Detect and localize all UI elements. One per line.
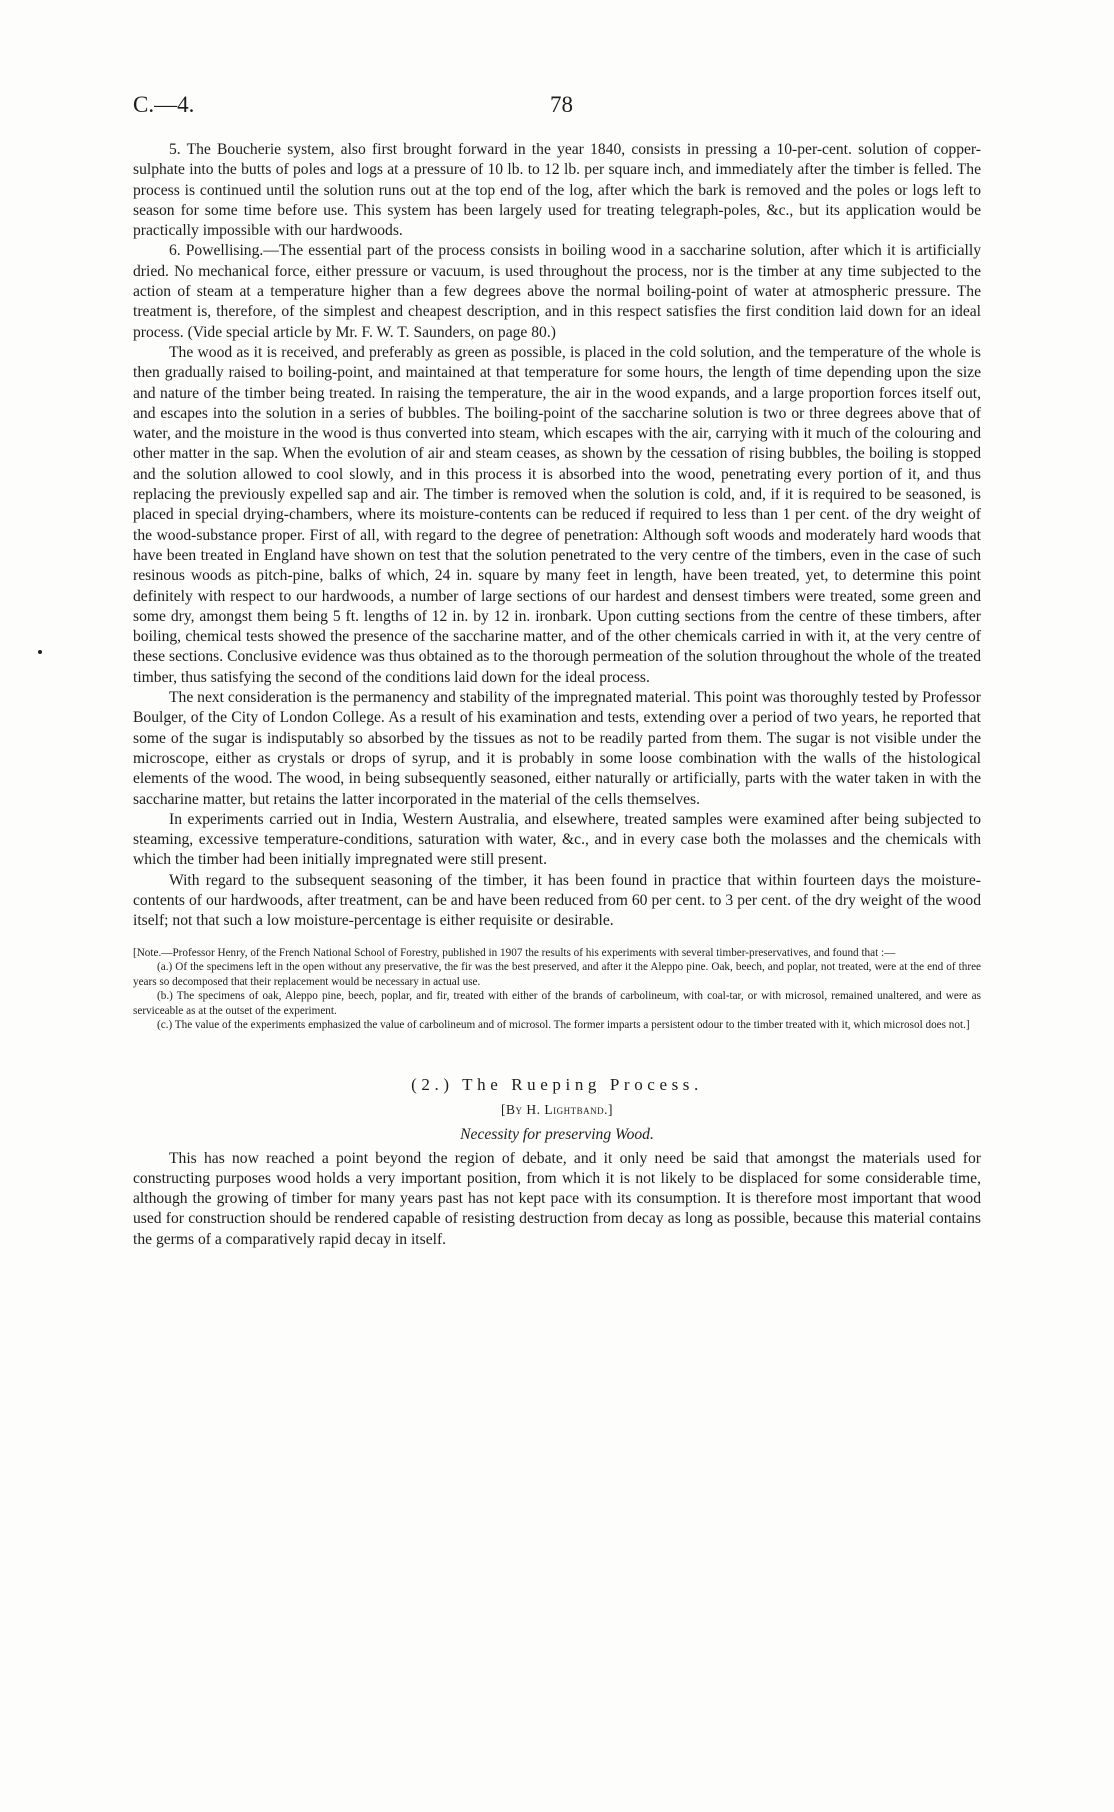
page-number: 78 bbox=[550, 92, 573, 117]
note-item-c: (c.) The value of the experiments emphasized the value of carbolineum and of microsol. The former imparts a persistent odour to the timber treated with it, which microsol does not.] bbox=[157, 1019, 970, 1032]
section-title: (2.) The Rueping Process. bbox=[411, 1074, 703, 1094]
paragraph-powellising: 6. Powellising.—The essential part of the process consists in boiling wood in a saccharine solution, after which it is artificially dried. No mechanical force, either pressure or vacuum, is used throughout the process, nor is the timber at any time subjected to the action of steam at a temperature higher than a few degrees above the normal boiling-point of water at atmospheric pressure. The treatment is, therefore, of the simplest and cheapest description, and in this respect satisfies the first condition laid down for an ideal process. (Vide special article by Mr. F. W. T. Saunders, on page 80.) bbox=[133, 242, 981, 341]
page-reference: C.—4. bbox=[133, 92, 195, 117]
rueping-section bbox=[133, 1073, 981, 1147]
note-item-b: (b.) The specimens of oak, Aleppo pine, beech, poplar, and fir, treated with either of the brands of carbolineum, with coal-tar, or with microsol, remained unaltered, and were as serviceable as at the outset of the experiment. bbox=[133, 990, 981, 1017]
paragraph-seasoning: With regard to the subsequent seasoning of the timber, it has been found in practice that within fourteen days the moisture-contents of our hardwoods, after treatment, can be and have been reduced from 60 per cent. to 3 per cent. of the dry weight of the wood itself; not that such a low moisture-percentage is either requisite or desirable. bbox=[133, 871, 981, 930]
paragraph-experiments: In experiments carried out in India, Western Australia, and elsewhere, treated samples were examined after being subjected to steaming, excessive temperature-conditions, saturation with water, &c., and in every case both the molasses and the chemicals with which the timber had been initially impregnated were still present. bbox=[133, 810, 981, 869]
paragraph-necessity: This has now reached a point beyond the region of debate, and it only need be said that amongst the materials used for constructing purposes wood holds a very important position, from which it is not likely to be displaced for some considerable time, although the growing of timber for many years past has not kept pace with its consumption. It is therefore most important that wood used for construction should be rendered capable of resisting destruction from decay as long as possible, because this material contains the germs of a comparatively rapid decay in itself. bbox=[133, 1149, 981, 1248]
note-block bbox=[133, 946, 981, 1033]
paragraph-boucherie: 5. The Boucherie system, also first brought forward in the year 1840, consists in pressing a 10-per-cent. solution of copper-sulphate into the butts of poles and logs at a pressure of 10 lb. to 12 lb. per square inch, and immediately after the timber is felled. The process is continued until the solution runs out at the top end of the log, after which the bark is removed and the poles or logs left to season for some time before use. This system has been largely used for treating telegraph-poles, &c., but its application would be practically impossible with our hardwoods. bbox=[133, 141, 981, 240]
note-intro: [Note.—Professor Henry, of the French National School of Forestry, published in 1907 the results of his experiments with several timber-preservatives, and found that :— bbox=[133, 946, 896, 959]
document-body bbox=[133, 140, 981, 1250]
scan-speck bbox=[38, 650, 42, 654]
page-header bbox=[133, 92, 981, 122]
section-byline: [By H. Lightband.] bbox=[501, 1101, 613, 1117]
section-subheading: Necessity for preserving Wood. bbox=[460, 1125, 654, 1143]
paragraph-permanency: The next consideration is the permanency and stability of the impregnated material. This point was thoroughly tested by Professor Boulger, of the City of London College. As a result of his examination and tests, extending over a period of two years, he reported that some of the sugar is indisputably so absorbed by the tissues as not to be readily parted from them. The sugar is not visible under the microscope, either as crystals or drops of syrup, and it is probably in some loose combination with the walls of the histological elements of the wood. The wood, in being subsequently seasoned, either naturally or artificially, parts with the water taken in with the saccharine matter, but retains the latter incorporated in the material of the cells themselves. bbox=[133, 689, 981, 808]
note-item-a: (a.) Of the specimens left in the open without any preservative, the fir was the best preserved, and after it the Aleppo pine. Oak, beech, and poplar, not treated, were at the end of three years so decomposed that their replacement would be necessary in actual use. bbox=[133, 961, 981, 988]
rueping-body bbox=[133, 1149, 981, 1250]
paragraph-wood-treatment: The wood as it is received, and preferably as green as possible, is placed in the cold solution, and the temperature of the whole is then gradually raised to boiling-point, and maintained at that temperature for some hours, the length of time depending upon the size and nature of the timber being treated. In raising the temperature, the air in the wood expands, and a large proportion forces itself out, and escapes into the solution in a series of bubbles. The boiling-point of the saccharine solution is two or three degrees above that of water, and the moisture in the wood is thus converted into steam, which escapes with the air, carrying with it much of the colouring and other matter in the sap. When the evolution of air and steam ceases, as shown by the cessation of rising bubbles, the boiling is stopped and the solution allowed to cool slowly, and in this process it is absorbed into the wood, penetrating every portion of it, and thus replacing the previously expelled sap and air. The timber is removed when the solution is cold, and, if it is required to be seasoned, is placed in special drying-chambers, where its moisture-contents can be reduced if required to less than 1 per cent. of the dry weight of the wood-substance proper. First of all, with regard to the degree of penetration: Although soft woods and moderately hard woods that have been treated in England have shown on test that the solution penetrated to the very centre of the timbers, even in the case of such resinous woods as pitch-pine, balks of which, 24 in. square by many feet in length, have been treated, yet, to determine this point definitely with respect to our hardwoods, a number of large sections of our hardest and densest timbers were treated, some green and some dry, amongst them being 5 ft. lengths of 12 in. by 12 in. ironbark. Upon cutting sections from the centre of these timbers, after boiling, chemical tests showed the presence of the saccharine matter, and of the other chemicals carried in with it, at the very centre of these sections. Conclusive evidence was thus obtained as to the thorough permeation of the solution throughout the whole of the treated timber, thus satisfying the second of the conditions laid down for the ideal process. bbox=[133, 343, 981, 686]
